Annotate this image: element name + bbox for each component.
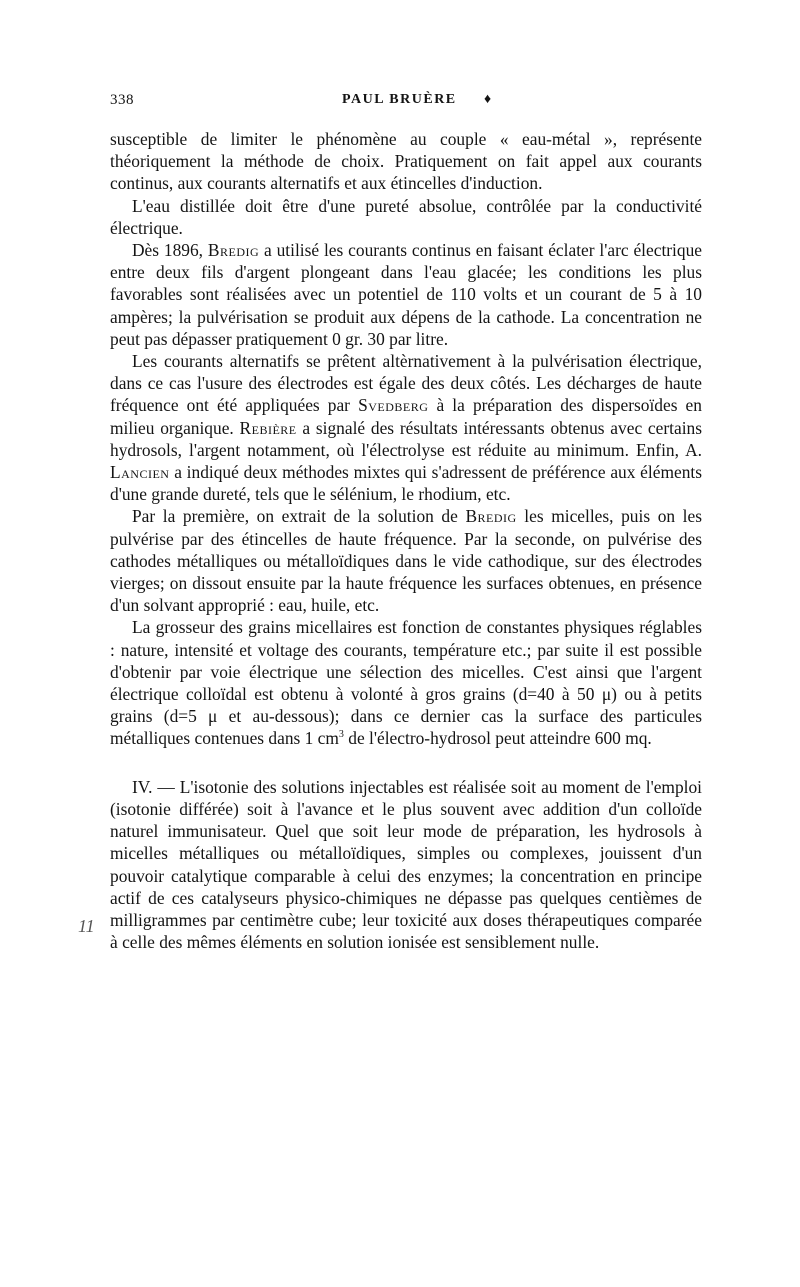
author-name-bredig: Bredig bbox=[207, 240, 260, 261]
author-name-bredig: Bredig bbox=[465, 506, 517, 527]
header-ornament: ♦ bbox=[484, 92, 492, 107]
paragraph-4 bbox=[110, 350, 702, 505]
page-header bbox=[110, 92, 702, 116]
text-run: Dès 1896, bbox=[132, 240, 208, 261]
text-run: La grosseur des grains micellaires est fonction de constantes physiques réglables : nature, intensité et voltage des courants, température etc.; par suite il est possible d'obtenir par voie électrique une sélection des micelles. C'est ainsi que l'argent électrique colloïdal est obtenu à volonté à gros grains (d=40 à 50 μ) ou à petits grains (d=5 μ et au-dessous); dans ce dernier cas la surface des particules métalliques contenues dans 1 cm bbox=[110, 617, 702, 749]
paragraph-2: L'eau distillée doit être d'une pureté absolue, contrôlée par la conductivité électrique. bbox=[110, 195, 702, 238]
paragraph-7: IV. — L'isotonie des solutions injectables est réalisée soit au moment de l'emploi (isotonie différée) soit à l'avance et le plus souvent avec addition d'un colloïde naturel immunisateur. Quel que soit leur mode de préparation, les hydrosols à micelles métalliques ou métalloïdiques, simples ou complexes, jouissent d'un pouvoir catalytique comparable à celui des enzymes; la concentration en principe actif de ces catalyseurs physico-chimiques ne dépasse pas quelques centièmes de milligrammes par centimètre cube; leur toxicité aux doses thérapeutiques comparée à celle des mêmes éléments en solution ionisée est sensiblement nulle. bbox=[110, 776, 702, 953]
text-run: Par la première, on extrait de la solution de bbox=[132, 506, 466, 527]
paragraph-6 bbox=[110, 616, 702, 749]
paragraph-5 bbox=[110, 505, 702, 616]
paragraph-1: susceptible de limiter le phénomène au couple « eau-métal », représente théoriquement la méthode de choix. Pratiquement on fait appel aux courants continus, aux courants alternatifs et aux étincelles d'induction. bbox=[110, 129, 702, 194]
text-run: a indiqué deux méthodes mixtes qui s'adressent de préférence aux éléments d'une grande dureté, tels que le sélénium, le rhodium, etc. bbox=[110, 462, 702, 505]
text-run: a signalé des résultats intéressants obtenus avec certains hydrosols, l'argent notamment, où l'électrolyse est réduite au minimum. Enfin, A. bbox=[110, 417, 702, 460]
text-run: de l'électro-hydrosol peut atteindre 600 mq. bbox=[343, 728, 652, 749]
text-run: a utilisé les courants continus en faisant éclater l'arc électrique entre deux fils d'argent plongeant dans l'eau glacée; les conditions les plus favorables sont réalisées avec un potentiel de 110 volts et un courant de 5 à 10 ampères; la pulvérisation se produit aux dépens de la cathode. La concentration ne peut pas dépasser pratiquement 0 gr. 30 par litre. bbox=[110, 240, 703, 349]
author-name-lancien: Lancien bbox=[110, 462, 170, 483]
running-head: PAUL BRUÈRE bbox=[342, 92, 457, 107]
superscript: 3 bbox=[338, 729, 344, 741]
author-name-rebiere: Rebière bbox=[239, 417, 297, 438]
text-run: les micelles, puis on les pulvérise par des étincelles de haute fréquence. Par la seconde, on pulvérise des cathodes métalliques ou métalloïdiques dans le vide cathodique, sur des électrodes vierges; on dissout ensuite par la haute fréquence les surfaces obtenues, en présence d'un solvant approprié : eau, huile, etc. bbox=[110, 506, 702, 616]
author-name-svedberg: Svedberg bbox=[358, 395, 429, 416]
text-run: à la préparation des dispersoïdes en milieu organique. bbox=[110, 395, 702, 438]
page-number: 338 bbox=[110, 92, 134, 108]
text-run: Les courants alternatifs se prêtent altèrnativement à la pulvérisation électrique, dans ce cas l'usure des électrodes est égale des deux côtés. Les décharges de haute fréquence ont été appliquées par bbox=[110, 351, 702, 416]
paragraph-3 bbox=[110, 239, 702, 350]
margin-annotation: 11 bbox=[78, 916, 95, 936]
body-text bbox=[110, 128, 702, 953]
